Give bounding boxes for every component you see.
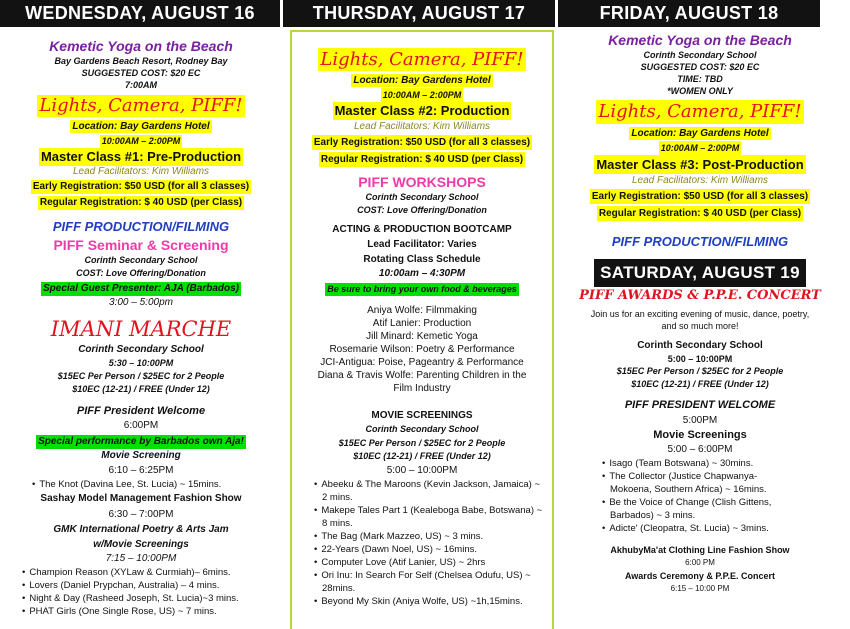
lcp-location: Location: Bay Gardens Hotel (72, 121, 210, 132)
master-facilitator: Lead Facilitators: Kim Williams (72, 166, 210, 177)
sat-location: Corinth Secondary School (637, 340, 763, 351)
production-filming: PIFF PRODUCTION/FILMING (611, 234, 789, 249)
regular-registration: Regular Registration: $ 40 USD (per Class) (598, 208, 802, 219)
lcp-title: Lights, Camera, PIFF! (320, 49, 524, 70)
thu-movie-list (302, 478, 546, 608)
yoga-title: Kemetic Yoga on the Beach (608, 32, 792, 48)
list-item: Aniya Wolfe: Filmmaking (367, 305, 477, 316)
list-item: • Champion Reason (XYLaw & Curmiah)– 6mins. (10, 566, 282, 579)
list-item: Diana & Travis Wolfe: Parenting Children in the (317, 370, 527, 381)
sat-movie-title: Movie Screenings (653, 429, 747, 441)
regular-registration: Regular Registration: $ 40 USD (per Class) (39, 197, 243, 208)
sat-price-youth: $10EC (12-21) / FREE (Under 12) (631, 379, 769, 389)
imani-time: 5:30 – 10:00PM (108, 358, 174, 368)
intro-line-2: and so much more! (661, 321, 739, 331)
yoga-cost: SUGGESTED COST: $20 EC (81, 68, 201, 78)
early-registration: Early Registration: $50 USD (for all 3 classes) (313, 137, 531, 148)
header-wednesday: WEDNESDAY, AUGUST 16 (0, 0, 280, 27)
sat-movie-time: 5:00 – 6:00PM (667, 444, 733, 455)
bootcamp-facilitator: Lead Facilitator: Varies (367, 239, 477, 250)
list-item: Atif Lanier: Production (372, 318, 472, 329)
list-item: • The Knot (Davina Lee, St. Lucia) ~ 15mins. (20, 478, 282, 491)
yoga-time: TIME: TBD (677, 74, 723, 84)
list-item: • Beyond My Skin (Aniya Wolfe, US) ~1h,15mins. (302, 595, 546, 608)
list-item: • Adicte' (Cleopatra, St. Lucia) ~ 3mins. (590, 522, 780, 535)
master-class-title: Master Class #2: Production (334, 103, 510, 118)
sat-time: 5:00 – 10:00PM (667, 354, 733, 364)
list-item: • The Collector (Justice Chapwanya-Mokoena, Southern Africa) ~ 16mins. (590, 470, 780, 496)
lcp-time: 10:00AM – 2:00PM (382, 90, 462, 100)
list-item: • Night & Day (Rasheed Joseph, St. Lucia)~3 mins. (10, 592, 282, 605)
seminar-time: 3:00 – 5:00pm (109, 297, 173, 308)
seminar-title: PIFF Seminar & Screening (53, 237, 229, 253)
sat-fashion-show: AkhubyMa'at Clothing Line Fashion Show (610, 545, 790, 555)
workshops-title: PIFF WORKSHOPS (358, 174, 486, 190)
bootcamp-time: 10:00am – 4:30PM (378, 268, 466, 279)
movie-screenings-title: MOVIE SCREENINGS (371, 410, 473, 421)
movie-time: 5:00 – 10:00PM (386, 465, 458, 476)
list-item: • Computer Love (Atif Lanier, US) ~ 2hrs (302, 556, 546, 569)
seminar-cost: COST: Love Offering/Donation (76, 268, 206, 278)
special-performance: Special performance by Barbados own Aja! (38, 436, 244, 447)
list-item: • Abeeku & The Maroons (Kevin Jackson, Jamaica) ~ 2 mins. (302, 478, 546, 504)
lcp-title: Lights, Camera, PIFF! (598, 101, 802, 122)
thursday-column (290, 30, 554, 629)
lcp-time: 10:00AM – 2:00PM (660, 143, 740, 153)
lcp-title: Lights, Camera, PIFF! (39, 95, 243, 116)
lcp-time: 10:00AM – 2:00PM (101, 136, 181, 146)
production-filming: PIFF PRODUCTION/FILMING (52, 219, 230, 234)
list-item: Jill Minard: Kemetic Yoga (366, 331, 478, 342)
regular-registration: Regular Registration: $ 40 USD (per Class) (320, 154, 524, 165)
sat-president-welcome: PIFF PRESIDENT WELCOME (624, 399, 776, 411)
sat-awards-ceremony: Awards Ceremony & P.P.E. Concert (624, 571, 776, 581)
guest-presenter: Special Guest Presenter: AJA (Barbados) (43, 283, 239, 294)
fashion-show: Sashay Model Management Fashion Show (40, 493, 242, 504)
yoga-time: 7:00AM (124, 80, 157, 90)
sat-price-adult: $15EC Per Person / $25EC for 2 People (616, 366, 784, 376)
seminar-location: Corinth Secondary School (84, 255, 198, 265)
early-registration: Early Registration: $50 USD (for all 3 classes) (32, 181, 250, 192)
header-thursday: THURSDAY, AUGUST 17 (283, 0, 555, 27)
yoga-location: Corinth Secondary School (643, 50, 757, 60)
master-class-title: Master Class #1: Pre-Production (40, 149, 242, 164)
friday-column (560, 27, 840, 594)
movie-screening-title: Movie Screening (101, 450, 181, 461)
gmk-movie-screenings: w/Movie Screenings (93, 539, 189, 550)
sat-movie-list (590, 457, 780, 535)
wed-movie-list (20, 478, 282, 491)
header-saturday: SATURDAY, AUGUST 19 (594, 259, 806, 287)
rotating-schedule: Rotating Class Schedule (363, 254, 481, 265)
list-item: JCI-Antigua: Poise, Pageantry & Performance (320, 357, 524, 368)
gmk-list (10, 566, 282, 618)
yoga-location: Bay Gardens Beach Resort, Rodney Bay (54, 56, 228, 66)
master-facilitator: Lead Facilitators: Kim Williams (353, 121, 491, 132)
bootcamp-title: ACTING & PRODUCTION BOOTCAMP (332, 224, 512, 235)
bring-food-note: Be sure to bring your own food & beverages (327, 284, 517, 294)
list-item: • Isago (Team Botswana) ~ 30mins. (590, 457, 780, 470)
early-registration: Early Registration: $50 USD (for all 3 classes) (591, 191, 809, 202)
gmk-poetry-jam: GMK International Poetry & Arts Jam (53, 524, 229, 535)
list-item: • Lovers (Daniel Prypchan, Australia) – 4 mins. (10, 579, 282, 592)
intro-line-1: Join us for an exciting evening of music, dance, poetry, (590, 309, 810, 319)
instructor-list (292, 304, 552, 395)
women-only: *WOMEN ONLY (667, 86, 733, 96)
imani-marche-title: IMANI MARCHE (50, 317, 232, 341)
fashion-show-time: 6:30 – 7:00PM (108, 509, 174, 520)
movie-price-youth: $10EC (12-21) / FREE (Under 12) (353, 451, 491, 461)
list-item: • PHAT Girls (One Single Rose, US) ~ 7 mins. (10, 605, 282, 618)
wednesday-column (0, 27, 282, 618)
list-item: • Be the Voice of Change (Clish Gittens, Barbados) ~ 3 mins. (590, 496, 780, 522)
lcp-location: Location: Bay Gardens Hotel (631, 128, 769, 139)
imani-price-adult: $15EC Per Person / $25EC for 2 People (57, 371, 225, 381)
imani-location: Corinth Secondary School (78, 344, 204, 355)
yoga-title: Kemetic Yoga on the Beach (49, 38, 233, 54)
list-item: • Makepe Tales Part 1 (Kealeboga Babe, Botswana) ~ 8 mins. (302, 504, 546, 530)
header-friday: FRIDAY, AUGUST 18 (558, 0, 820, 27)
movie-price-adult: $15EC Per Person / $25EC for 2 People (338, 438, 506, 448)
movie-location: Corinth Secondary School (365, 424, 479, 434)
awards-concert-title: PIFF AWARDS & P.P.E. CONCERT (579, 288, 821, 303)
lcp-location: Location: Bay Gardens Hotel (353, 75, 491, 86)
workshops-location: Corinth Secondary School (365, 192, 479, 202)
list-item: Rosemarie Wilson: Poetry & Performance (329, 344, 515, 355)
master-class-title: Master Class #3: Post-Production (596, 157, 804, 172)
yoga-cost: SUGGESTED COST: $20 EC (640, 62, 760, 72)
welcome-time: 6:00PM (123, 420, 159, 431)
master-facilitator: Lead Facilitators: Kim Williams (631, 175, 769, 186)
sat-awards-time: 6:15 – 10:00 PM (670, 584, 730, 593)
list-item: • 22-Years (Dawn Noel, US) ~ 16mins. (302, 543, 546, 556)
gmk-time: 7:15 – 10:00PM (105, 553, 177, 564)
movie-screening-time: 6:10 – 6:25PM (108, 465, 174, 476)
workshops-cost: COST: Love Offering/Donation (357, 205, 487, 215)
list-item: • The Bag (Mark Mazzeo, US) ~ 3 mins. (302, 530, 546, 543)
list-item: • Ori Inu: In Search For Self (Chelsea Odufu, US) ~ 28mins. (302, 569, 546, 595)
sat-fashion-time: 6:00 PM (685, 558, 715, 567)
list-item: Film Industry (393, 383, 451, 394)
imani-price-youth: $10EC (12-21) / FREE (Under 12) (72, 384, 210, 394)
president-welcome: PIFF President Welcome (76, 405, 206, 417)
sat-welcome-time: 5:00PM (682, 415, 718, 426)
